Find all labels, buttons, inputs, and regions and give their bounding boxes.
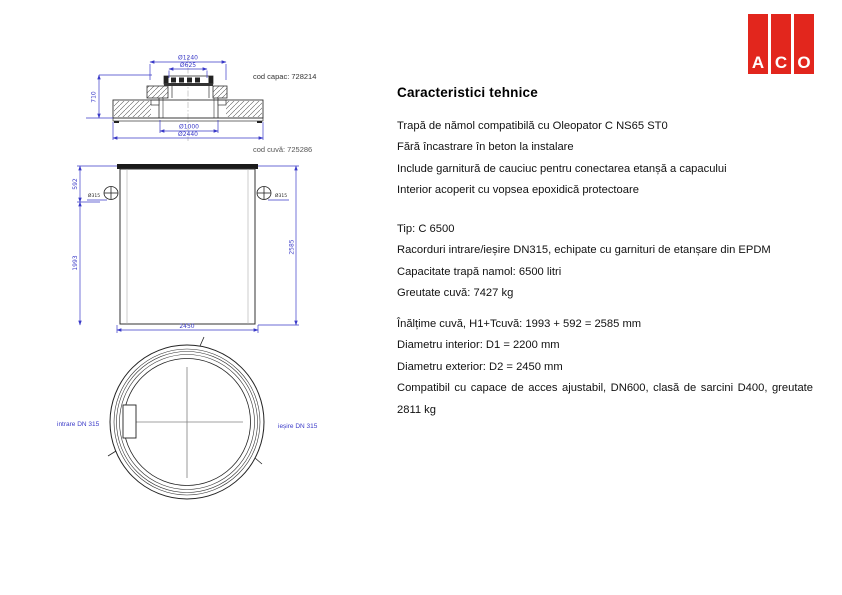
neck-flange-left (151, 100, 159, 105)
spec-line: Fără încastrare în beton la instalare (397, 141, 574, 154)
bottom-slab-hatch-left (114, 101, 151, 117)
tank-plan-view (57, 337, 318, 499)
cover-block (209, 76, 214, 84)
spec-line: Diametru interior: D1 = 2200 mm (397, 339, 560, 352)
dim-label-cover-outer: Ø1240 (178, 54, 198, 62)
pipe-label-left: Ø315 (87, 194, 101, 199)
slab-foot (114, 121, 119, 123)
inlet-label: intrare DN 315 (57, 421, 100, 428)
dim-label-slab: Ø2440 (178, 131, 198, 138)
tank-side-view (72, 164, 299, 333)
dim-label-tank-width: 2450 (179, 323, 195, 330)
dimensions-block (397, 314, 813, 421)
bottom-slab-hatch-right (226, 101, 262, 117)
tank-rim (117, 164, 258, 169)
spec-line: Tip: C 6500 (397, 223, 455, 235)
spec-line: Include garnitură de cauciuc pentru conectarea etanșă a capacului (397, 162, 727, 175)
spec-line: Trapă de nămol compatibilă cu Oleopator C NS65 ST0 (397, 120, 668, 132)
spec-line: Capacitate trapă namol: 6500 litri (397, 265, 562, 278)
outlet-label: ieșire DN 315 (278, 423, 318, 430)
upper-slab-left (147, 86, 168, 98)
intro-block (397, 116, 813, 202)
dim-label-body-height: 1993 (72, 255, 79, 271)
cover-code-label: cod capac: 728214 (253, 72, 317, 81)
tank-body (120, 169, 255, 324)
page-title: Caracteristici tehnice (397, 85, 538, 100)
type-block (397, 219, 813, 305)
dim-label-neck: Ø1000 (179, 123, 199, 131)
specs-column (397, 0, 813, 595)
weld-tick (255, 458, 262, 464)
cover-rib (195, 78, 200, 83)
weld-tick (200, 337, 204, 346)
technical-drawing (0, 0, 400, 560)
upper-slab-right (213, 86, 227, 98)
spec-line-compatibility: Compatibil cu capace de acces ajustabil, DN600, clasă de sarcini D400, greutate 2811 kg (397, 382, 813, 416)
tank-code-label: cod cuvă: 725286 (253, 145, 313, 154)
cover-rib (187, 78, 192, 83)
cover-seat (164, 83, 213, 86)
spec-line: Racorduri intrare/ieșire DN315, echipate cu garnituri de etanșare din EPDM (397, 244, 771, 257)
cover-rib (171, 78, 176, 83)
weld-tick (108, 451, 116, 456)
inlet-socket-plan (123, 405, 136, 438)
spec-line: Înălțime cuvă, H1+Tcuvă: 1993 + 592 = 2585 mm (397, 318, 642, 330)
spec-line: Diametru exterior: D2 = 2450 mm (397, 360, 563, 373)
dim-label-total-height: 2585 (288, 239, 296, 255)
pipe-label-right: Ø315 (274, 194, 288, 199)
cover-rib (179, 78, 184, 83)
neck-flange-right (218, 100, 226, 105)
dim-label-cover-inner: Ø625 (179, 62, 197, 69)
spec-line: Interior acoperit cu vopsea epoxidică protectoare (397, 184, 639, 197)
dim-label-cover-height: 710 (90, 91, 98, 103)
spec-line: Greutate cuvă: 7427 kg (397, 287, 514, 300)
logo-letter: O (797, 53, 811, 72)
slab-foot (257, 121, 262, 123)
dim-label-top-height: 592 (72, 178, 79, 190)
logo-letter: A (751, 53, 765, 72)
cover-section-view (86, 55, 316, 155)
cover-block (164, 76, 169, 84)
logo-letter: C (774, 53, 788, 72)
